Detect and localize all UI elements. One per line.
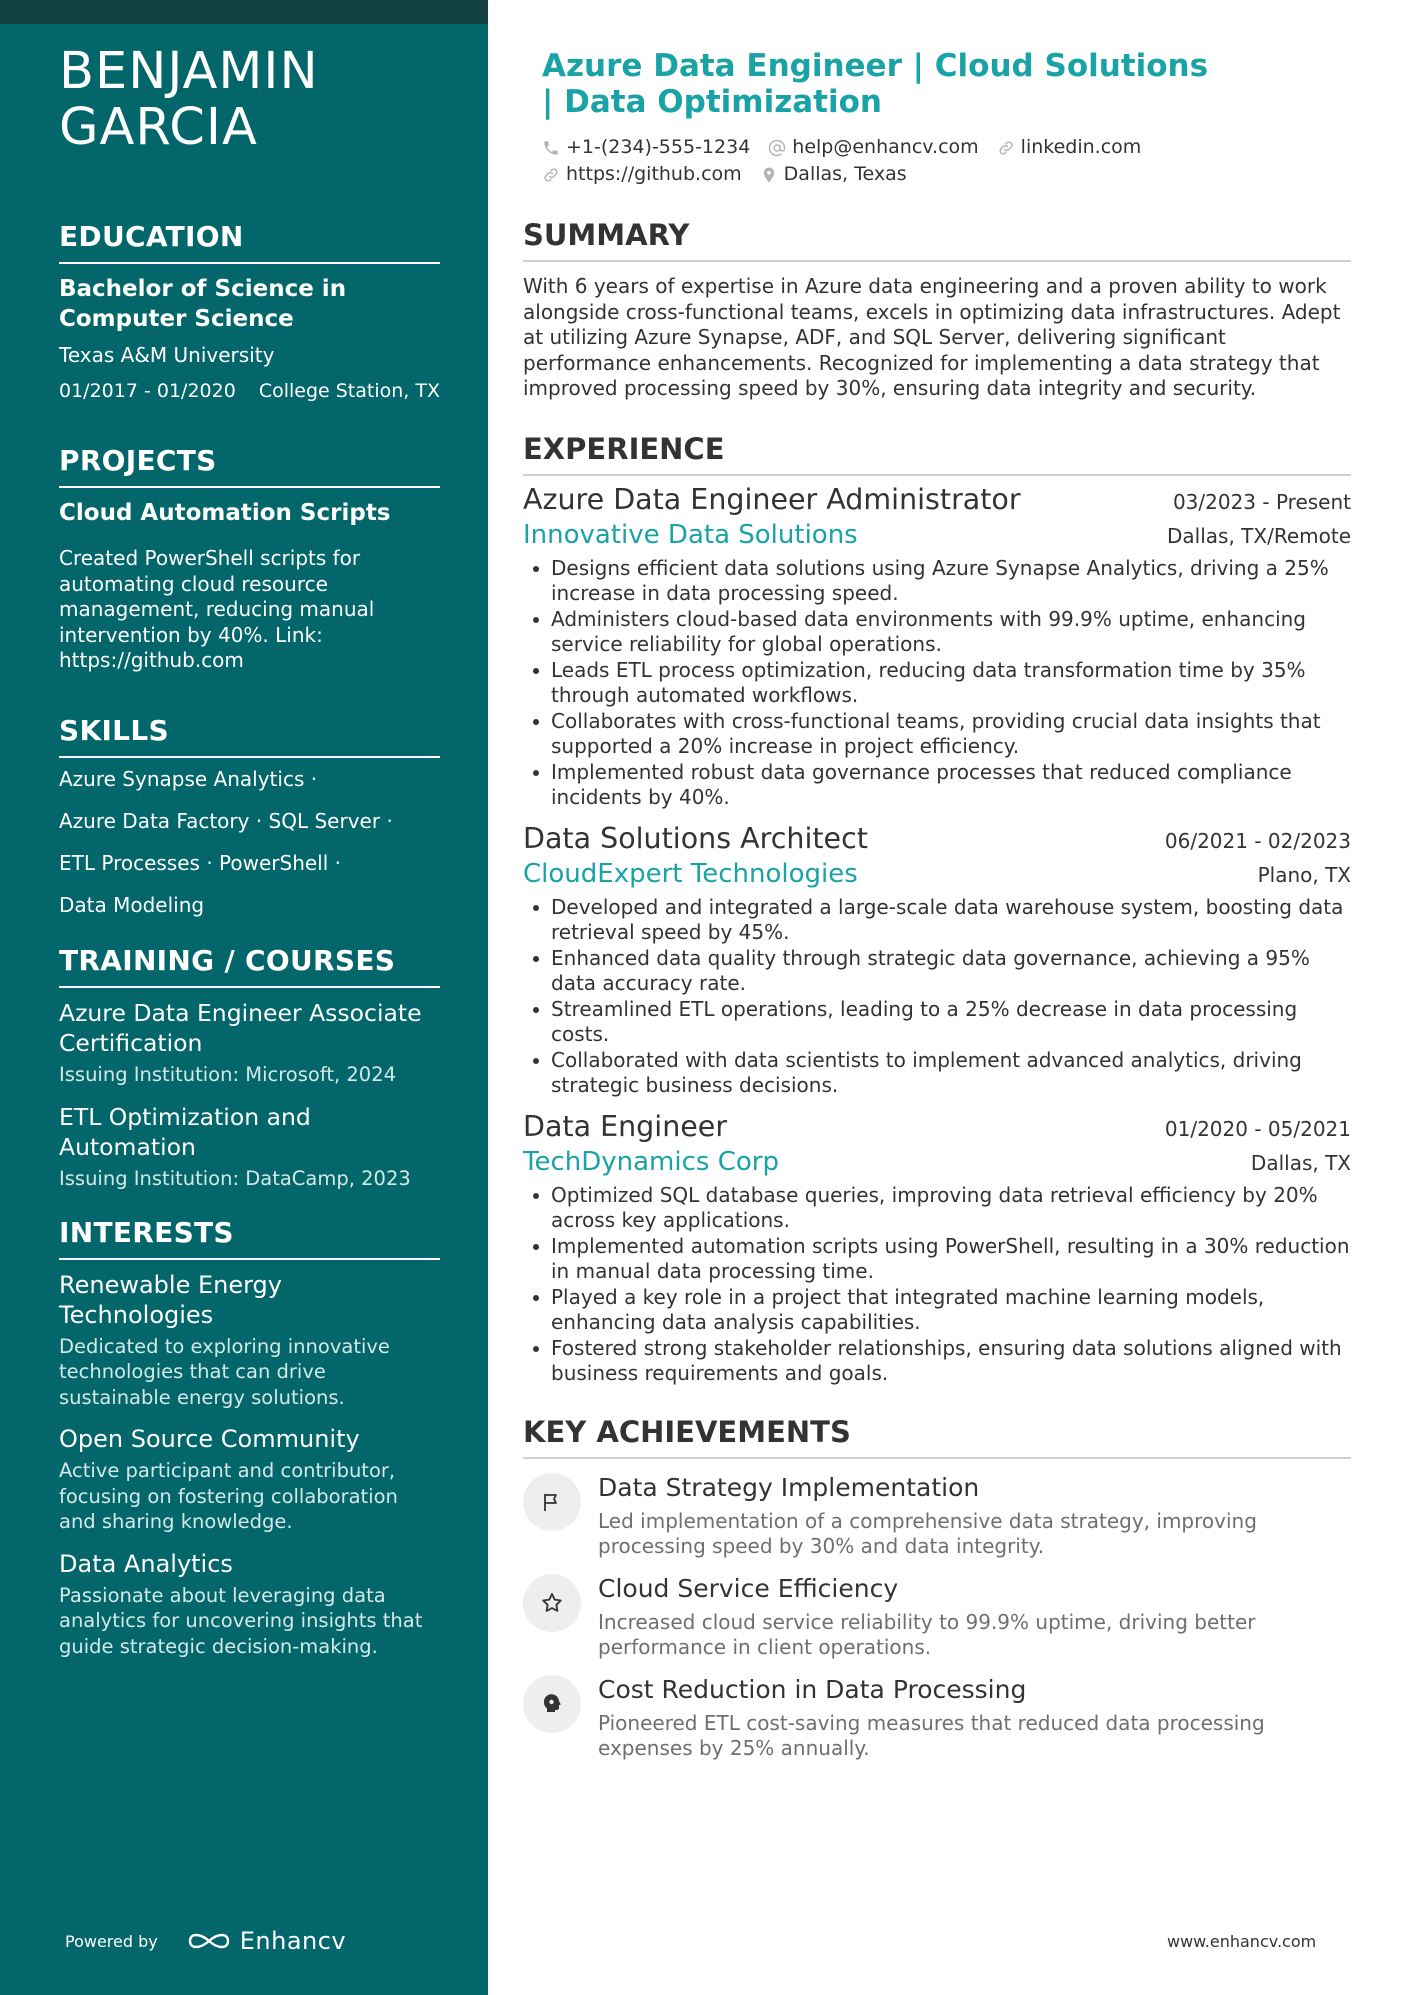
education-heading: EDUCATION <box>59 220 440 264</box>
job-title: Azure Data Engineer Administrator <box>523 482 1021 516</box>
job-header <box>523 482 1351 518</box>
skill-separator: · <box>255 808 263 833</box>
link-icon <box>997 139 1015 157</box>
interest-description: Dedicated to exploring innovative technologies that can drive sustainable energy solutions. <box>59 1334 390 1409</box>
sidebar <box>0 0 488 1995</box>
contact-linkedin[interactable] <box>997 134 1142 161</box>
skill-item: Azure Synapse Analytics <box>59 766 305 791</box>
headline: Azure Data Engineer | Cloud Solutions | Data Optimization <box>542 48 1209 120</box>
contact-location <box>760 161 907 188</box>
education-meta <box>59 378 440 404</box>
job-title: Data Solutions Architect <box>523 821 868 855</box>
job-bullet: Streamlined ETL operations, leading to a 25% decrease in data processing costs. <box>523 997 1351 1048</box>
linkedin-text: linkedin.com <box>1020 136 1142 158</box>
course-meta: Issuing Institution: DataCamp, 2023 <box>59 1166 411 1190</box>
achievement-item <box>523 1473 1351 1560</box>
job-dates: 06/2021 - 02/2023 <box>1164 828 1351 853</box>
skills-list <box>59 766 440 918</box>
job-subheader <box>523 518 1351 552</box>
interest-description: Active participant and contributor, focusing on fostering collaboration and sharing knowledge. <box>59 1459 398 1533</box>
achievement-body <box>598 1473 1351 1560</box>
skills-heading: SKILLS <box>59 714 440 758</box>
job-bullet: Enhanced data quality through strategic data governance, achieving a 95% data accuracy rate. <box>523 946 1351 997</box>
skill-item: Data Modeling <box>59 892 205 917</box>
job-dates: 01/2020 - 05/2021 <box>1164 1116 1351 1141</box>
skill-item: Azure Data Factory <box>59 808 250 833</box>
job-bullet: Collaborates with cross-functional teams, providing crucial data insights that supported a 20% increase in project efficiency. <box>523 709 1351 760</box>
interests-section <box>59 1216 440 1660</box>
summary-section <box>523 218 1351 402</box>
skill-line <box>59 892 440 918</box>
sidebar-top-bar <box>0 0 488 24</box>
contact-info <box>542 134 1351 188</box>
experience-heading: EXPERIENCE <box>523 432 1351 476</box>
phone-text: +1-(234)-555-1234 <box>566 136 751 158</box>
skill-item: PowerShell <box>219 850 329 875</box>
summary-heading: SUMMARY <box>523 218 1351 262</box>
github-text: https://github.com <box>566 163 742 185</box>
job-bullet: Implemented robust data governance processes that reduced compliance incidents by 40%. <box>523 760 1351 811</box>
education-location: College Station, TX <box>258 380 440 402</box>
job-header <box>523 821 1351 857</box>
interests-heading: INTERESTS <box>59 1216 440 1260</box>
achievement-body <box>598 1675 1351 1762</box>
job-company: Innovative Data Solutions <box>523 519 858 550</box>
head-icon <box>523 1675 581 1733</box>
achievement-description: Led implementation of a comprehensive data strategy, improving processing speed by 30% and data integrity. <box>598 1508 1257 1558</box>
star-icon <box>523 1574 581 1632</box>
job-entry <box>523 821 1351 1099</box>
job-bullet: Implemented automation scripts using PowerShell, resulting in a 30% reduction in manual data processing time. <box>523 1234 1351 1285</box>
achievement-description: Pioneered ETL cost-saving measures that reduced data processing expenses by 25% annually. <box>598 1710 1265 1760</box>
job-entry <box>523 482 1351 811</box>
skills-section <box>59 714 440 918</box>
email-text: help@enhancv.com <box>792 136 979 158</box>
at-icon <box>768 139 786 157</box>
course-meta: Issuing Institution: Microsoft, 2024 <box>59 1062 397 1086</box>
enhancv-logo-icon <box>186 1929 232 1953</box>
skill-line <box>59 808 440 834</box>
skill-separator: · <box>334 850 342 875</box>
interest-description: Passionate about leveraging data analytics for uncovering insights that guide strategic decision-making. <box>59 1583 423 1658</box>
skill-item: SQL Server <box>268 808 381 833</box>
interest-title: Renewable Energy Technologies <box>59 1270 282 1329</box>
location-pin-icon <box>760 166 778 184</box>
course-title: ETL Optimization and Automation <box>59 1102 311 1161</box>
job-location: Dallas, TX/Remote <box>1167 523 1351 548</box>
interest-title: Data Analytics <box>59 1549 233 1578</box>
contact-email[interactable] <box>768 134 978 161</box>
skill-separator: · <box>386 808 393 833</box>
location-text: Dallas, Texas <box>783 163 907 185</box>
main-content <box>523 48 1351 1762</box>
contact-phone[interactable] <box>542 134 750 161</box>
course-title: Azure Data Engineer Associate Certification <box>59 998 422 1057</box>
job-bullet: Played a key role in a project that integrated machine learning models, enhancing data analysis capabilities. <box>523 1285 1351 1336</box>
projects-section <box>59 444 440 674</box>
achievement-description: Increased cloud service reliability to 99.9% uptime, driving better performance in client operations. <box>598 1609 1256 1659</box>
experience-section <box>523 432 1351 1387</box>
job-bullet: Developed and integrated a large-scale data warehouse system, boosting data retrieval speed by 45%. <box>523 895 1351 946</box>
job-subheader <box>523 857 1351 891</box>
skill-line <box>59 766 440 792</box>
job-bullet: Fostered strong stakeholder relationships, ensuring data solutions aligned with business requirements and goals. <box>523 1336 1351 1387</box>
skill-line <box>59 850 440 876</box>
powered-by <box>65 1927 346 1955</box>
education-degree: Bachelor of Science in Computer Science <box>59 276 347 332</box>
enhancv-brand: Enhancv <box>239 1927 347 1955</box>
interest-title: Open Source Community <box>59 1425 360 1453</box>
contact-github[interactable] <box>542 161 742 188</box>
job-company: CloudExpert Technologies <box>523 858 858 889</box>
projects-heading: PROJECTS <box>59 444 440 488</box>
training-section <box>59 944 440 1192</box>
job-location: Dallas, TX <box>1250 1150 1351 1175</box>
job-dates: 03/2023 - Present <box>1172 489 1351 514</box>
achievement-title: Cost Reduction in Data Processing <box>598 1674 1027 1704</box>
education-school: Texas A&M University <box>59 343 275 367</box>
achievement-item <box>523 1675 1351 1762</box>
education-section <box>59 220 440 404</box>
flag-icon <box>523 1473 581 1531</box>
contact-row <box>542 161 1351 188</box>
job-bullets <box>523 1183 1351 1387</box>
skill-separator: · <box>206 850 213 875</box>
achievement-title: Cloud Service Efficiency <box>598 1573 899 1603</box>
powered-by-label: Powered by <box>65 1931 158 1951</box>
skill-item: ETL Processes <box>59 850 200 875</box>
link-icon <box>542 166 560 184</box>
achievement-body <box>598 1574 1351 1661</box>
job-bullet: Designs efficient data solutions using Azure Synapse Analytics, driving a 25% increase in data processing speed. <box>523 556 1351 607</box>
project-description: Created PowerShell scripts for automating cloud resource management, reducing manual intervention by 40%. Link: https://github.com <box>59 546 375 672</box>
contact-row <box>542 134 1351 161</box>
job-company: TechDynamics Corp <box>523 1146 779 1177</box>
job-bullets <box>523 556 1351 811</box>
achievement-title: Data Strategy Implementation <box>598 1472 980 1502</box>
achievements-heading: KEY ACHIEVEMENTS <box>523 1415 1351 1459</box>
job-location: Plano, TX <box>1257 862 1351 887</box>
job-bullet: Administers cloud-based data environments with 99.9% uptime, enhancing service reliability for global operations. <box>523 607 1351 658</box>
achievement-item <box>523 1574 1351 1661</box>
job-bullets <box>523 895 1351 1099</box>
job-entry <box>523 1109 1351 1387</box>
job-subheader <box>523 1145 1351 1179</box>
education-dates: 01/2017 - 01/2020 <box>59 380 236 402</box>
phone-icon <box>542 139 560 157</box>
job-bullet: Optimized SQL database queries, improving data retrieval efficiency by 20% across key applications. <box>523 1183 1351 1234</box>
candidate-name: BENJAMIN GARCIA <box>59 42 319 157</box>
job-header <box>523 1109 1351 1145</box>
summary-text: With 6 years of expertise in Azure data engineering and a proven ability to work alongside cross-functional teams, excels in optimizing data infrastructures. Adept at utilizing Azure Synapse, ADF, and SQL Server, delivering significant performance enhancements. Recognized for implementing a data strategy that improved processing speed by 30%, ensuring data integrity and security. <box>523 274 1341 400</box>
job-bullet: Leads ETL process optimization, reducing data transformation time by 35% through automated workflows. <box>523 658 1351 709</box>
project-title: Cloud Automation Scripts <box>59 500 391 526</box>
footer-url[interactable]: www.enhancv.com <box>1167 1932 1317 1951</box>
achievements-section <box>523 1415 1351 1762</box>
job-title: Data Engineer <box>523 1109 728 1143</box>
training-heading: TRAINING / COURSES <box>59 944 440 988</box>
skill-separator: · <box>310 766 318 791</box>
job-bullet: Collaborated with data scientists to implement advanced analytics, driving strategic business decisions. <box>523 1048 1351 1099</box>
